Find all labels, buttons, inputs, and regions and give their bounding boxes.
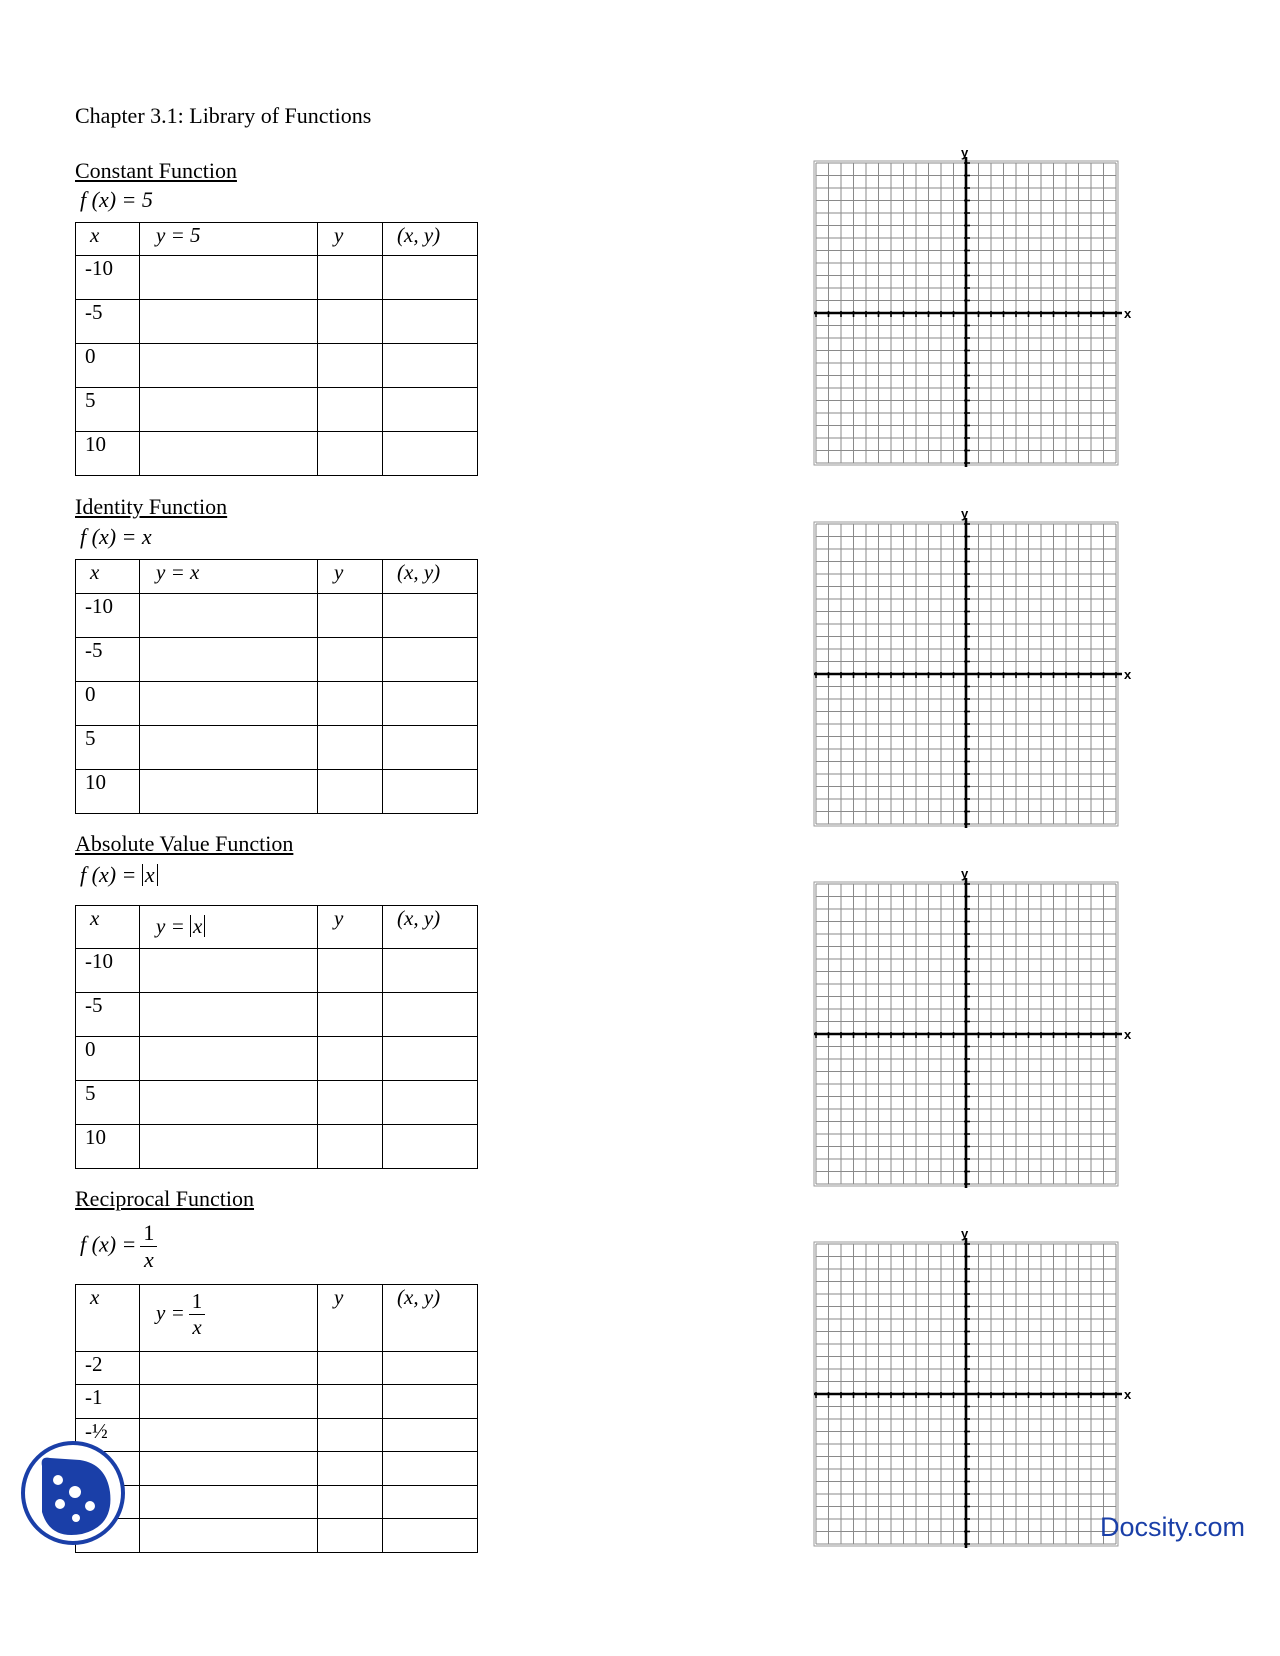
table-identity [75,559,478,814]
xy-cell[interactable] [383,1486,478,1519]
y-cell[interactable] [318,1081,383,1125]
table-absolute-value [75,905,478,1169]
x-value: 5 [76,726,140,770]
y-cell[interactable] [318,344,383,388]
header-fraction [189,1289,206,1340]
x-value: 10 [76,1125,140,1169]
xy-cell[interactable] [383,432,478,476]
y-axis-label: y [961,506,969,521]
x-value: 0 [76,1037,140,1081]
xy-cell[interactable] [383,1037,478,1081]
y-cell[interactable] [318,770,383,814]
header-y: y [318,1285,383,1352]
formula-fraction [140,1220,157,1273]
x-value: -10 [76,256,140,300]
expr-cell[interactable] [140,432,318,476]
xy-cell[interactable] [383,949,478,993]
x-value: -10 [76,594,140,638]
header-xy: (x, y) [383,906,478,949]
expr-cell[interactable] [140,949,318,993]
table-row [76,1385,478,1419]
x-axis-label: x [1124,1387,1132,1402]
expr-cell[interactable] [140,1037,318,1081]
header-expression [140,906,318,949]
header-x: x [76,906,140,949]
coordinate-grid-4[interactable] [812,1226,1142,1566]
expr-cell[interactable] [140,594,318,638]
table-row [76,388,478,432]
table-row [76,256,478,300]
expr-cell[interactable] [140,1419,318,1452]
xy-cell[interactable] [383,594,478,638]
expr-cell[interactable] [140,1452,318,1486]
header-xy: (x, y) [383,223,478,256]
expr-cell[interactable] [140,993,318,1037]
y-axis-label: y [961,1226,969,1241]
page-title: Chapter 3.1: Library of Functions [75,103,372,128]
fraction-numerator: 1 [191,1289,203,1313]
expr-cell[interactable] [140,1352,318,1385]
y-cell[interactable] [318,388,383,432]
y-cell[interactable] [318,1486,383,1519]
header-expression: y = 5 [140,223,318,256]
xy-cell[interactable] [383,1385,478,1419]
table-row [76,1419,478,1452]
x-axis-label: x [1124,667,1132,682]
x-value: 10 [76,432,140,476]
header-expression-lhs: y = [156,1300,185,1325]
table-row [76,993,478,1037]
x-value: -5 [76,638,140,682]
xy-cell[interactable] [383,1125,478,1169]
y-axis-label: y [961,866,969,881]
coordinate-grid-2[interactable] [812,506,1142,846]
table-row [76,1452,478,1486]
xy-cell[interactable] [383,770,478,814]
table-constant [75,222,478,476]
y-axis-label: y [961,145,969,160]
y-cell[interactable] [318,1037,383,1081]
y-cell[interactable] [318,1385,383,1419]
coordinate-grid-3[interactable] [812,866,1142,1206]
expr-cell[interactable] [140,770,318,814]
header-expression-lhs: y = [156,914,185,938]
y-cell[interactable] [318,256,383,300]
expr-cell[interactable] [140,1125,318,1169]
table-row [76,770,478,814]
y-cell[interactable] [318,300,383,344]
fraction-denominator: x [189,1314,206,1340]
y-cell[interactable] [318,1352,383,1385]
table-row [76,594,478,638]
x-value: 5 [76,1081,140,1125]
xy-cell[interactable] [383,682,478,726]
formula-reciprocal [80,1220,157,1273]
section-title-identity: Identity Function [75,494,228,519]
xy-cell[interactable] [383,1081,478,1125]
formula-identity: f (x) = x [80,524,152,549]
xy-cell[interactable] [383,388,478,432]
header-xy: (x, y) [383,1285,478,1352]
x-value: -2 [76,1352,140,1385]
table-row [76,300,478,344]
formula-lhs: f (x) = [80,1231,137,1257]
table-row [76,1081,478,1125]
y-cell[interactable] [318,949,383,993]
formula-abs-value: x [142,864,158,886]
formula-absolute-value [80,862,158,888]
x-value: 0 [76,682,140,726]
expr-cell[interactable] [140,256,318,300]
table-row [76,949,478,993]
xy-cell[interactable] [383,300,478,344]
xy-cell[interactable] [383,344,478,388]
xy-cell[interactable] [383,726,478,770]
coordinate-grid-1[interactable] [812,145,1142,485]
table-header-row [76,906,478,949]
section-title-constant: Constant Function [75,158,237,183]
table-row [76,1486,478,1519]
y-cell[interactable] [318,1125,383,1169]
header-x: x [76,223,140,256]
y-cell[interactable] [318,638,383,682]
expr-cell[interactable] [140,1486,318,1519]
table-header-row [76,1285,478,1352]
xy-cell[interactable] [383,256,478,300]
docsity-watermark[interactable]: Docsity.com [1100,1512,1246,1542]
header-y: y [318,560,383,594]
table-row [76,726,478,770]
fraction-numerator: 1 [143,1220,155,1245]
table-row [76,1037,478,1081]
expr-cell[interactable] [140,726,318,770]
y-cell[interactable] [318,432,383,476]
expr-cell[interactable] [140,638,318,682]
header-y: y [318,906,383,949]
y-cell[interactable] [318,1452,383,1486]
header-expression [140,1285,318,1352]
table-header-row [76,223,478,256]
y-cell[interactable] [318,993,383,1037]
section-title-absolute-value: Absolute Value Function [75,831,294,856]
table-row [76,1125,478,1169]
expr-cell[interactable] [140,1385,318,1419]
table-row [76,682,478,726]
header-x: x [76,560,140,594]
header-expression: y = x [140,560,318,594]
expr-cell[interactable] [140,1519,318,1553]
expr-cell[interactable] [140,300,318,344]
y-cell[interactable] [318,594,383,638]
fraction-denominator: x [140,1246,157,1273]
xy-cell[interactable] [383,1519,478,1553]
x-value: 5 [76,388,140,432]
x-axis-label: x [1124,1027,1132,1042]
x-value: -5 [76,993,140,1037]
header-xy: (x, y) [383,560,478,594]
y-cell[interactable] [318,1419,383,1452]
table-row [76,1519,478,1553]
header-x: x [76,1285,140,1352]
x-value: 10 [76,770,140,814]
x-value: 0 [76,344,140,388]
x-value: -1 [76,1385,140,1419]
xy-cell[interactable] [383,1452,478,1486]
expr-cell[interactable] [140,344,318,388]
y-cell[interactable] [318,726,383,770]
header-y: y [318,223,383,256]
xy-cell[interactable] [383,638,478,682]
expr-cell[interactable] [140,388,318,432]
xy-cell[interactable] [383,1352,478,1385]
table-row [76,344,478,388]
table-header-row [76,560,478,594]
table-row [76,638,478,682]
x-value: -½ [76,1419,140,1452]
y-cell[interactable] [318,1519,383,1553]
formula-lhs: f (x) = [80,862,137,887]
xy-cell[interactable] [383,1419,478,1452]
expr-cell[interactable] [140,1081,318,1125]
y-cell[interactable] [318,682,383,726]
section-title-reciprocal: Reciprocal Function [75,1186,255,1211]
header-expression-abs: x [190,915,205,937]
docsity-logo [20,1440,126,1546]
x-value: -10 [76,949,140,993]
x-axis-label: x [1124,306,1132,321]
x-value: -5 [76,300,140,344]
formula-constant: f (x) = 5 [80,187,153,212]
expr-cell[interactable] [140,682,318,726]
table-row [76,432,478,476]
table-row [76,1352,478,1385]
table-reciprocal [75,1284,478,1553]
xy-cell[interactable] [383,993,478,1037]
